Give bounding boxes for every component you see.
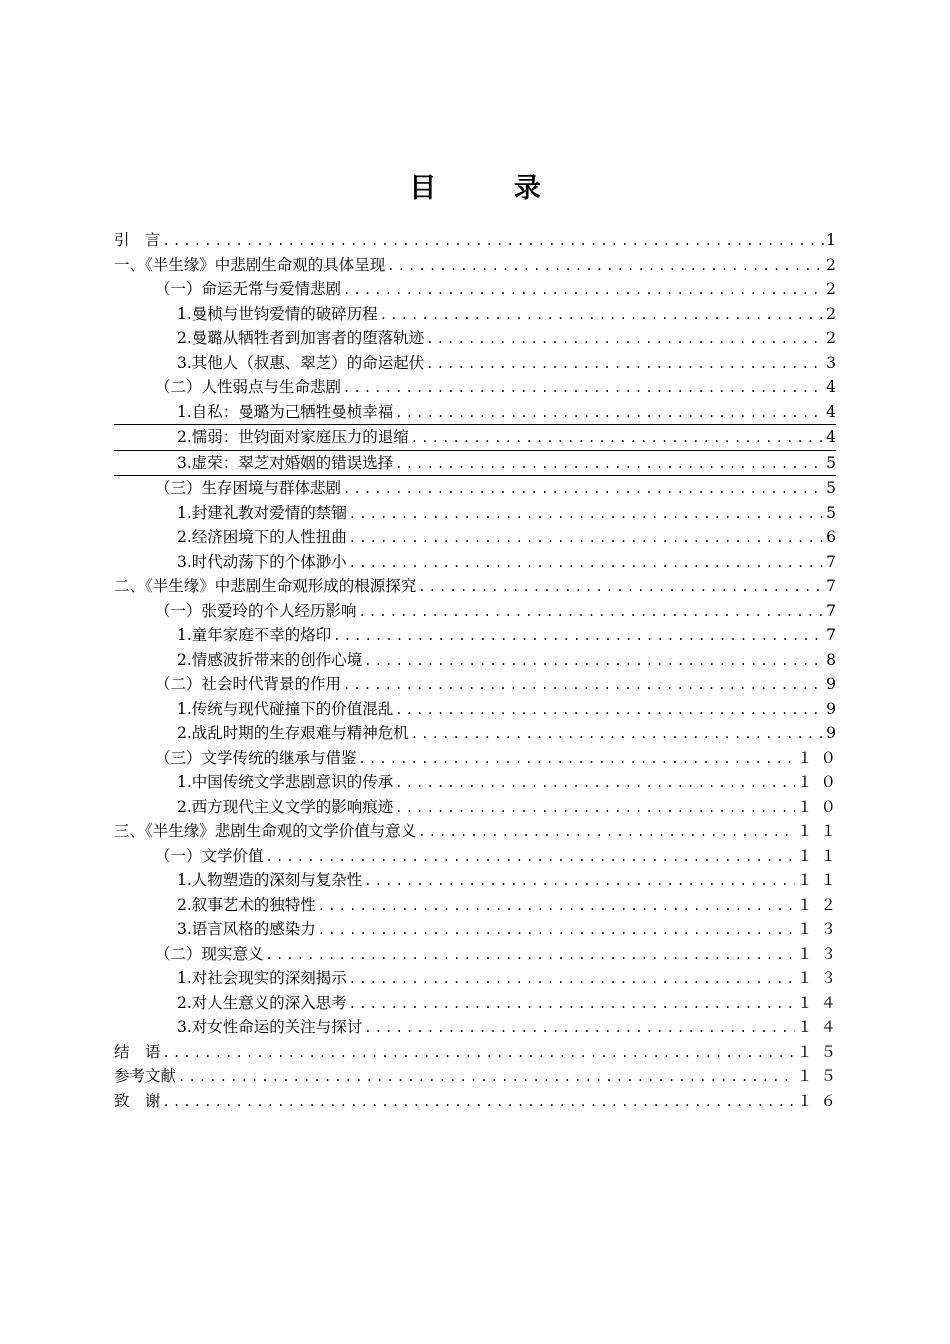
toc-page-number: 9 [826,699,844,718]
toc-page-number: 4 [826,428,844,446]
toc-leader-dots [359,747,795,772]
toc-leader-dots [343,376,824,401]
toc-leader-dots [395,452,824,477]
toc-entry-title: 1.人物塑造的深刻与复杂性 [177,871,363,889]
toc-entry-title: 1.自私：曼璐为己牺牲曼桢幸福 [177,402,394,421]
toc-page-number: 4 [826,402,844,421]
toc-entry[interactable] [114,795,844,820]
toc-leader-dots [387,254,824,279]
toc-entry[interactable] [114,277,844,302]
toc-page-number: １３ [796,944,844,963]
toc-entry[interactable] [114,746,844,771]
toc-entry-title: 2.叙事艺术的独特性 [177,895,316,914]
toc-entry-title: 2.懦弱：世钧面对家庭压力的退缩 [177,428,409,446]
toc-entry[interactable] [114,550,844,575]
toc-leader-dots [178,1065,795,1090]
toc-entry-title: 一、《半生缘》中悲剧生命观的具体呈现 [114,255,386,274]
toc-entry-title: （一）张爱玲的个人经历影响 [155,601,357,620]
toc-entry-title: 二、《半生缘》中悲剧生命观形成的根源探究 [114,577,417,595]
toc-leader-dots [163,229,825,254]
toc-leader-dots [426,352,824,377]
toc-entry-title: （二）现实意义 [155,944,264,963]
toc-page-number: 7 [826,552,844,571]
toc-page-number: １４ [796,1018,844,1036]
toc-entry[interactable] [114,893,844,918]
toc-entry-title: 1.中国传统文学悲剧意识的传承 [177,773,394,791]
toc-leader-dots [426,327,824,352]
toc-entry-title: 三、《半生缘》悲剧生命观的文学价值与意义 [114,822,417,840]
toc-entry[interactable] [114,375,844,400]
toc-entry-title: 3.虚荣：翠芝对婚姻的错误选择 [177,453,394,472]
toc-leader-dots [318,894,795,919]
toc-entry[interactable] [114,253,844,278]
toc-page-number: 2 [826,329,844,347]
toc-entry[interactable] [114,525,844,550]
toc-entry-title: （二）人性弱点与生命悲剧 [155,378,342,396]
toc-entry-title: 2.西方现代主义文学的影响痕迹 [177,797,394,816]
toc-page-number: １３ [796,969,844,987]
toc-entry[interactable] [114,721,844,746]
toc-entry[interactable] [114,302,844,327]
toc-entry-title: 3.对女性命运的关注与探讨 [177,1018,363,1036]
toc-leader-dots [411,722,824,747]
toc-entry[interactable] [114,574,844,599]
toc-page-number: １０ [796,797,844,816]
toc-leader-dots [364,1016,795,1041]
toc-leader-dots [349,967,795,992]
toc-entry-title: 结 语 [114,1042,161,1061]
toc-leader-dots [359,600,825,625]
toc-entry-title: 1.童年家庭不幸的烙印 [177,626,332,644]
toc-page-number: 9 [826,675,844,693]
toc-page-number: 2 [826,304,844,323]
toc-entry[interactable] [114,697,844,722]
toc-page-number: １５ [796,1067,844,1085]
toc-leader-dots [163,1090,795,1115]
toc-entry-title: 1.传统与现代碰撞下的价值混乱 [177,699,394,718]
toc-entry-title: 1.曼桢与世钧爱情的破碎历程 [177,304,378,323]
toc-entry-title: 引 言 [114,231,161,249]
toc-page-number: 3 [826,353,844,372]
toc-entry-title: 1.对社会现实的深刻揭示 [177,969,347,987]
toc-entry[interactable] [114,819,844,844]
toc-leader-dots [333,624,824,649]
toc-entry-title: 参考文献 [114,1067,177,1085]
toc-leader-dots [395,401,824,426]
toc-page-number: 6 [826,528,844,546]
toc-page-number: 7 [826,577,844,595]
toc-page-number: 1 [826,231,844,249]
toc-entry[interactable] [114,1015,844,1040]
toc-entry[interactable] [114,966,844,991]
toc-entry-title: （二）社会时代背景的作用 [155,675,342,693]
toc-entry-title: 3.语言风格的感染力 [177,920,316,938]
toc-leader-dots [163,1041,795,1066]
toc-entry-title: 2.经济困境下的人性扭曲 [177,528,347,546]
toc-entry[interactable] [114,991,844,1016]
toc-entry[interactable] [114,1064,844,1089]
toc-entry[interactable] [114,868,844,893]
toc-page-number: 9 [826,724,844,742]
toc-page-number: １１ [796,871,844,889]
toc-page-number: １６ [796,1091,844,1110]
toc-entry-title: （一）文学价值 [155,846,264,865]
toc-page-number: 2 [826,255,844,274]
toc-entry[interactable] [114,425,844,451]
toc-entry[interactable] [114,228,844,253]
toc-entry-title: 致 谢 [114,1091,161,1110]
toc-page-number: 5 [826,503,844,522]
toc-leader-dots [349,551,824,576]
toc-page-number: 4 [826,378,844,396]
toc-leader-dots [343,278,824,303]
toc-entry[interactable] [114,1040,844,1065]
table-of-contents [114,228,844,1113]
toc-page-number: 5 [826,479,844,497]
toc-entry[interactable] [114,599,844,624]
toc-leader-dots [418,820,795,845]
toc-leader-dots [395,771,795,796]
toc-page-number: 7 [826,626,844,644]
toc-entry-title: 2.情感波折带来的创作心境 [177,650,363,669]
toc-entry[interactable] [114,351,844,376]
toc-entry-title: 2.对人生意义的深入思考 [177,993,347,1012]
toc-page-number: １５ [796,1042,844,1061]
toc-entry[interactable] [114,451,844,477]
toc-page-number: １２ [796,895,844,914]
toc-entry-title: （三）生存困境与群体悲剧 [155,479,342,497]
toc-page-number: 7 [826,601,844,620]
toc-entry[interactable] [114,844,844,869]
toc-entry-title: 3.其他人（叔惠、翠芝）的命运起伏 [177,353,425,372]
toc-leader-dots [364,649,824,674]
toc-entry-title: （三）文学传统的继承与借鉴 [155,748,357,767]
toc-leader-dots [364,869,795,894]
toc-entry[interactable] [114,648,844,673]
toc-entry-title: （一）命运无常与爱情悲剧 [155,280,342,298]
toc-entry[interactable] [114,1089,844,1114]
toc-page-number: １０ [796,748,844,767]
toc-leader-dots [318,918,795,943]
toc-entry-title: 2.战乱时期的生存艰难与精神危机 [177,724,409,742]
toc-page-number: １１ [796,846,844,865]
toc-page-number: １０ [796,773,844,791]
toc-leader-dots [395,698,824,723]
toc-page-number: 8 [826,650,844,669]
toc-entry[interactable] [114,770,844,795]
toc-entry[interactable] [114,400,844,426]
toc-entry-title: 1.封建礼教对爱情的禁锢 [177,503,347,522]
toc-leader-dots [343,477,824,502]
toc-leader-dots [266,845,795,870]
toc-page-number: 2 [826,280,844,298]
toc-leader-dots [411,426,824,451]
toc-entry[interactable] [114,326,844,351]
toc-entry[interactable] [114,476,844,501]
toc-entry[interactable] [114,623,844,648]
toc-entry[interactable] [114,501,844,526]
toc-leader-dots [380,303,824,328]
toc-leader-dots [266,943,795,968]
toc-leader-dots [418,575,824,600]
toc-entry[interactable] [114,672,844,697]
toc-page-number: １１ [796,822,844,840]
page-title: 目 录 [409,173,575,204]
toc-entry[interactable] [114,917,844,942]
toc-page-number: １４ [796,993,844,1012]
toc-leader-dots [349,992,795,1017]
toc-entry[interactable] [114,942,844,967]
toc-page-number: 5 [826,453,844,472]
toc-leader-dots [349,526,824,551]
toc-leader-dots [349,502,824,527]
toc-leader-dots [343,673,824,698]
toc-entry-title: 2.曼璐从牺牲者到加害者的堕落轨迹 [177,329,425,347]
toc-leader-dots [395,796,795,821]
toc-page-number: １３ [796,920,844,938]
toc-entry-title: 3.时代动荡下的个体渺小 [177,552,347,571]
